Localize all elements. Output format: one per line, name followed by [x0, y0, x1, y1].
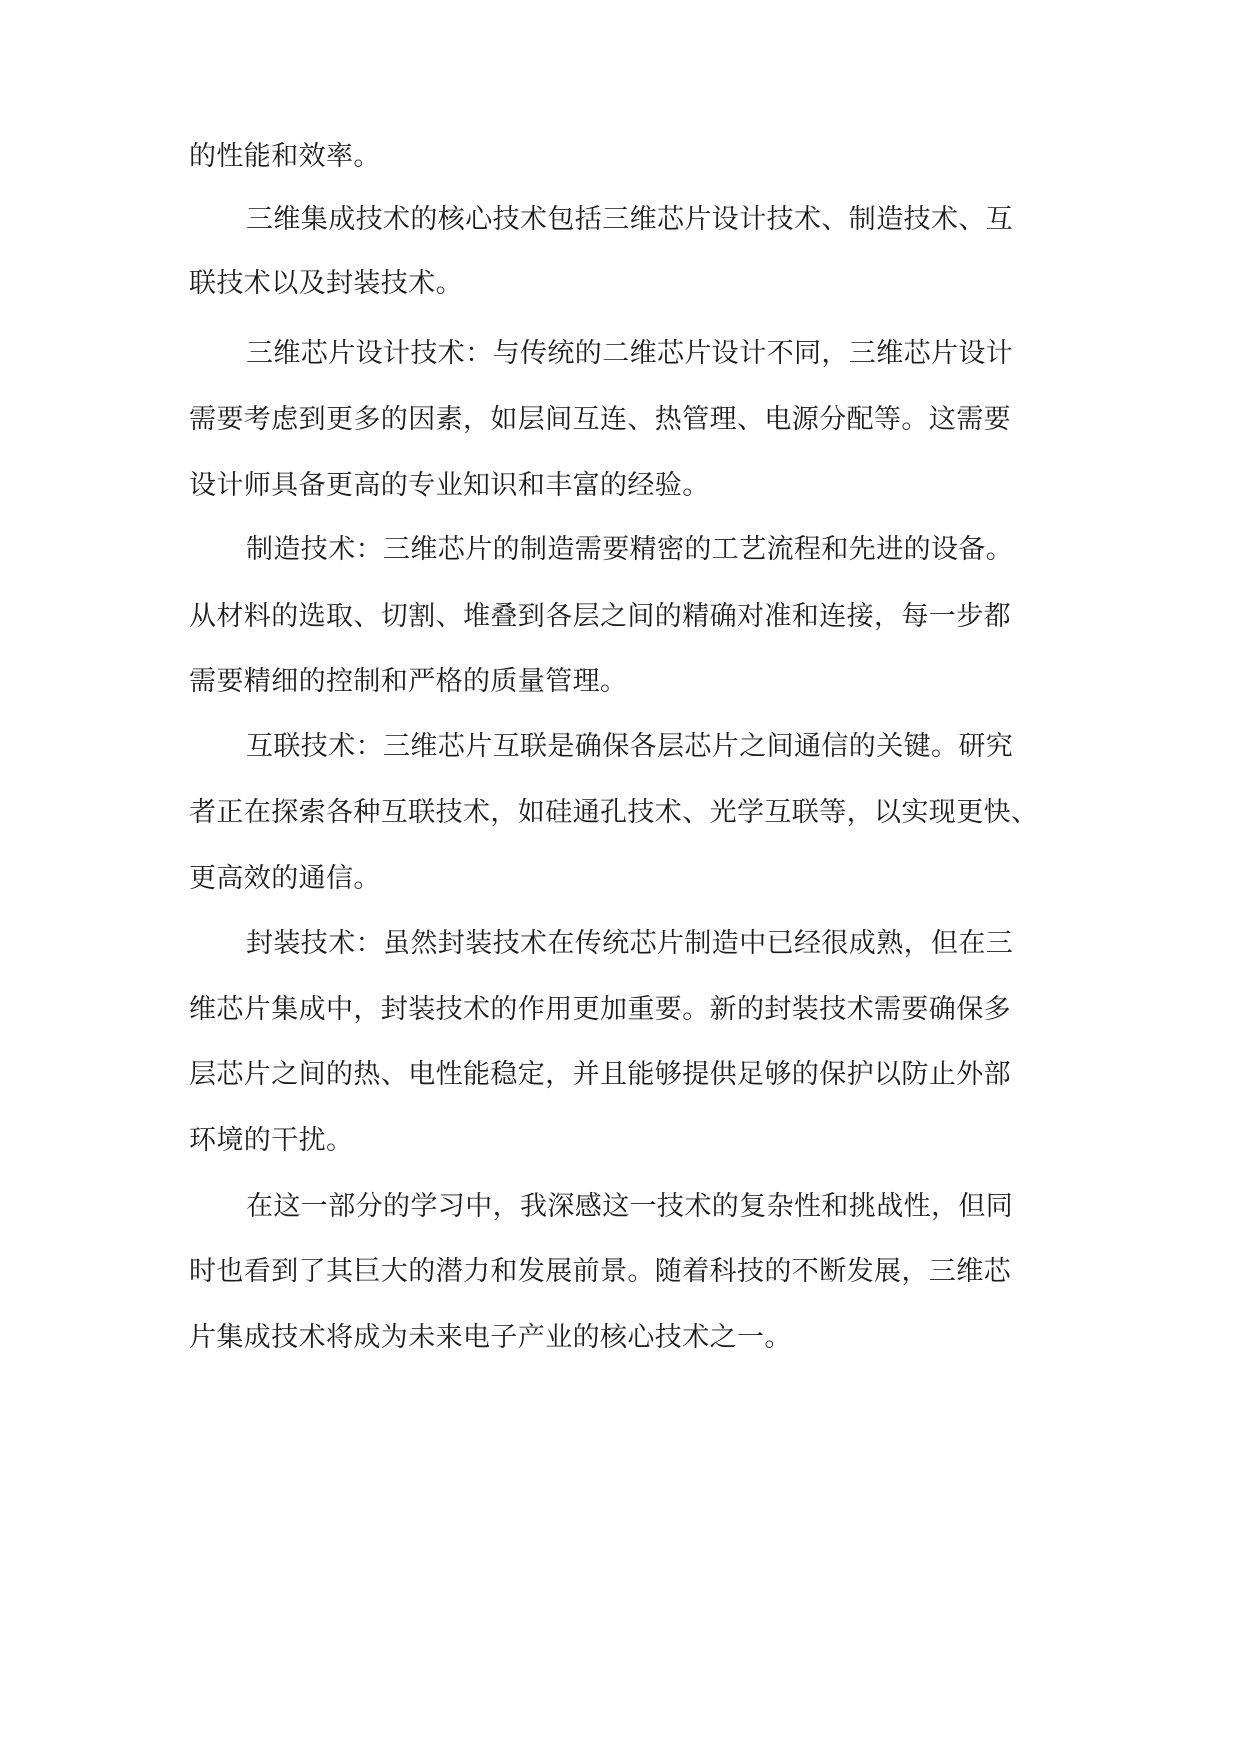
text-line: 更高效的通信。 [189, 863, 381, 894]
text-line: 的性能和效率。 [189, 141, 381, 172]
text-line: 制造技术：三维芯片的制造需要精密的工艺流程和先进的设备。 [246, 534, 1014, 565]
text-line: 维芯片集成中，封装技术的作用更加重要。新的封装技术需要确保多 [189, 994, 1011, 1025]
text-line: 互联技术：三维芯片互联是确保各层芯片之间通信的关键。研究 [246, 731, 1014, 762]
text-line: 三维芯片设计技术：与传统的二维芯片设计不同，三维芯片设计 [246, 338, 1014, 369]
text-line: 层芯片之间的热、电性能稳定，并且能够提供足够的保护以防止外部 [189, 1059, 1011, 1090]
text-line: 时也看到了其巨大的潜力和发展前景。随着科技的不断发展，三维芯 [189, 1256, 1011, 1287]
text-line: 环境的干扰。 [189, 1125, 354, 1156]
text-line: 三维集成技术的核心技术包括三维芯片设计技术、制造技术、互 [246, 204, 1014, 235]
text-line: 在这一部分的学习中，我深感这一技术的复杂性和挑战性，但同 [246, 1191, 1014, 1222]
text-line: 封装技术：虽然封装技术在传统芯片制造中已经很成熟，但在三 [246, 928, 1014, 959]
text-line: 需要精细的控制和严格的质量管理。 [189, 666, 628, 697]
text-line: 从材料的选取、切割、堆叠到各层之间的精确对准和连接，每一步都 [189, 601, 1011, 632]
text-line: 设计师具备更高的专业知识和丰富的经验。 [189, 470, 710, 501]
text-line: 者正在探索各种互联技术，如硅通孔技术、光学互联等，以实现更快、 [189, 797, 1039, 828]
text-line: 联技术以及封装技术。 [189, 268, 463, 299]
text-line: 需要考虑到更多的因素，如层间互连、热管理、电源分配等。这需要 [189, 404, 1011, 435]
text-line: 片集成技术将成为未来电子产业的核心技术之一。 [189, 1322, 792, 1353]
